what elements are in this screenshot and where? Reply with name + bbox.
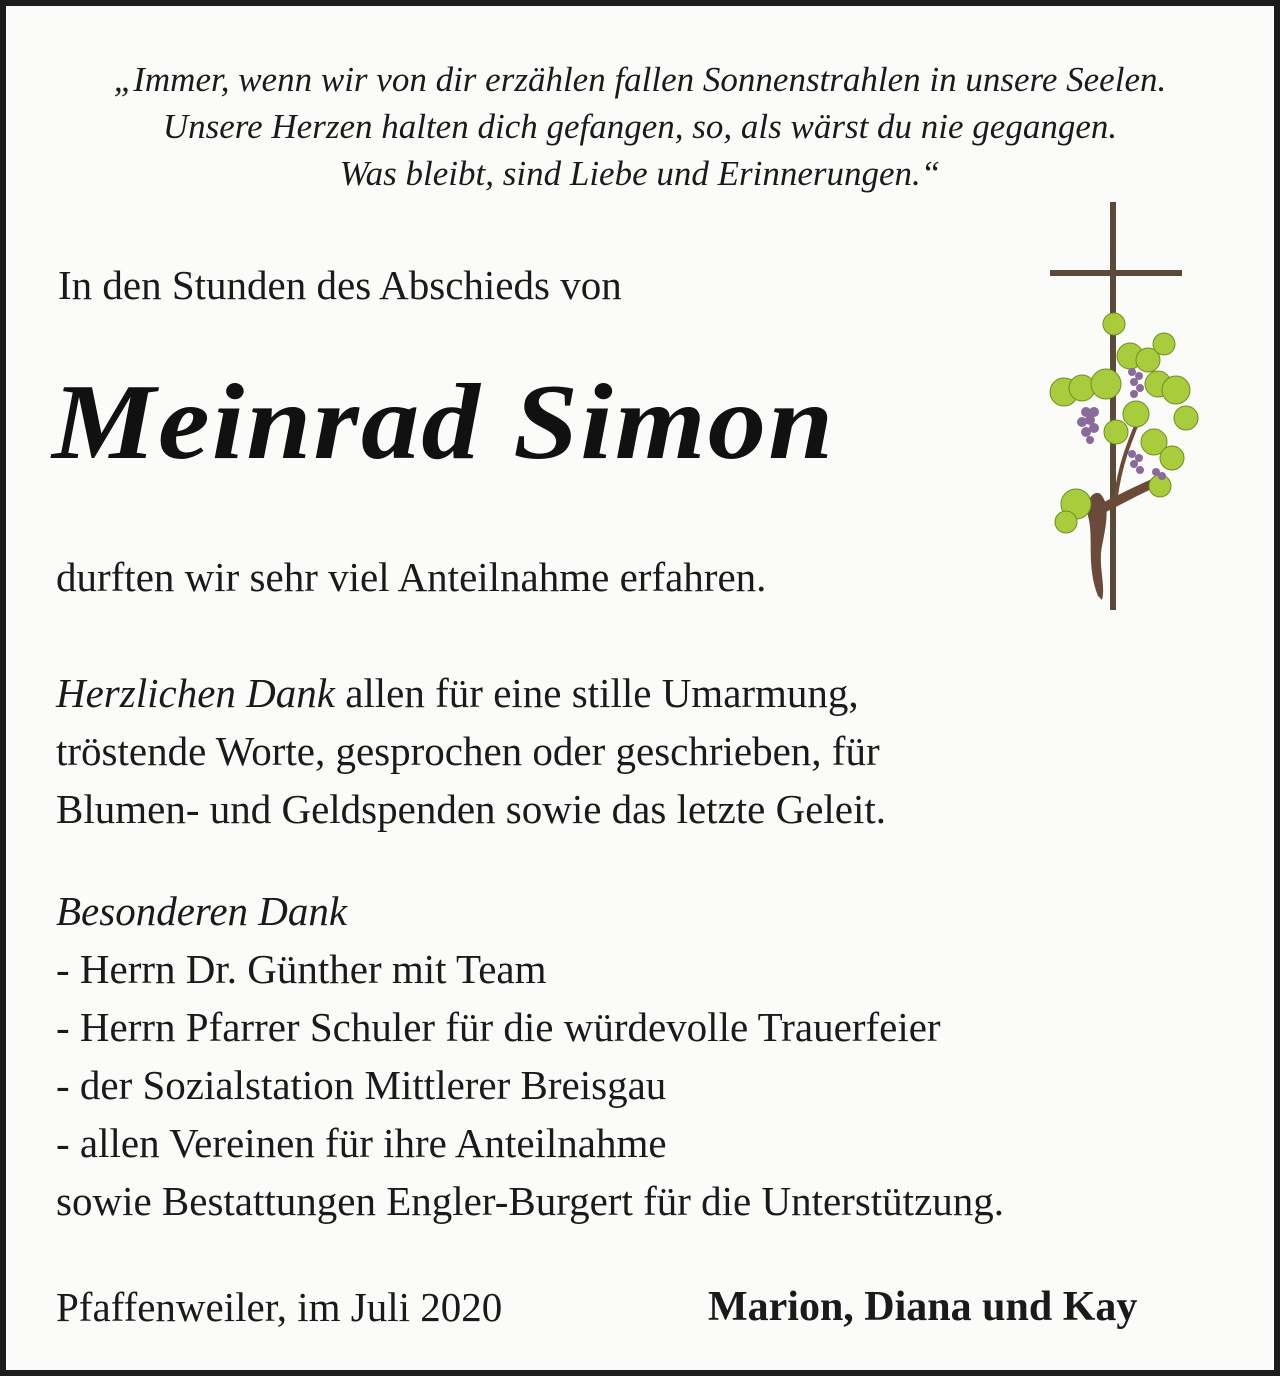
sympathy-text: durften wir sehr viel Anteilnahme erfahren. — [56, 554, 767, 600]
thanks-line-1-rest: allen für eine stille Umarmung, — [334, 670, 859, 716]
special-thanks-item: - Herrn Pfarrer Schuler für die würdevolle Trauerfeier — [56, 1004, 941, 1050]
thanks-emphasis: Herzlichen Dank — [56, 670, 335, 716]
signature: Marion, Diana und Kay — [708, 1284, 1138, 1330]
place-and-date: Pfaffenweiler, im Juli 2020 — [56, 1284, 503, 1330]
thanks-line-2: tröstende Worte, gesprochen oder geschrieben, für — [56, 728, 880, 774]
special-thanks-item: - der Sozialstation Mittlerer Breisgau — [56, 1062, 667, 1108]
thanks-line-1 — [56, 668, 859, 718]
quote-line-1: „Immer, wenn wir von dir erzählen fallen Sonnenstrahlen in unsere Seelen. — [113, 60, 1167, 99]
cross-with-grapevine-icon — [1036, 196, 1216, 616]
special-thanks-item: - Herrn Dr. Günther mit Team — [56, 946, 547, 992]
quote-line-3: Was bleibt, sind Liebe und Erinnerungen.“ — [339, 154, 941, 193]
thanks-line-3: Blumen- und Geldspenden sowie das letzte Geleit. — [56, 786, 887, 832]
special-thanks-item: - allen Vereinen für ihre Anteilnahme — [56, 1120, 667, 1166]
deceased-name: Meinrad Simon — [52, 363, 836, 482]
special-thanks-closing: sowie Bestattungen Engler-Burgert für die Unterstützung. — [56, 1178, 1005, 1224]
intro-text: In den Stunden des Abschieds von — [58, 262, 622, 308]
special-thanks-heading: Besonderen Dank — [56, 888, 348, 934]
quote-line-2: Unsere Herzen halten dich gefangen, so, als wärst du nie gegangen. — [162, 107, 1118, 146]
